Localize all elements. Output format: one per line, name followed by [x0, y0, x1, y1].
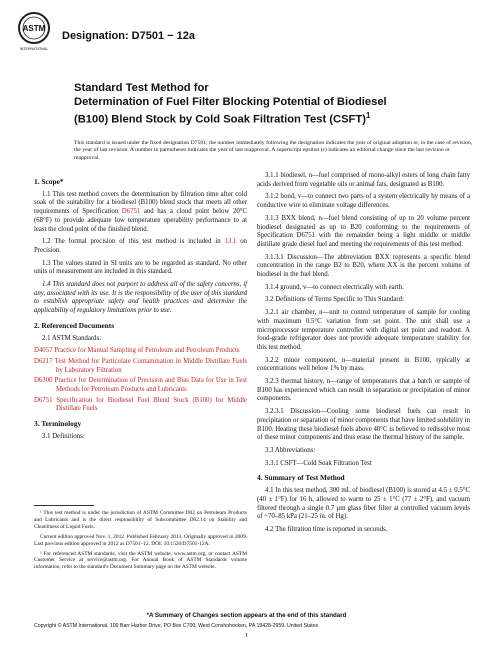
reference-item[interactable]: D6300 Practice for Determination of Precision and Bias Data for Use in Test Methods for Petroleum Products and Lubricants	[34, 377, 247, 394]
para-3-3-1: 3.3.1 CSFT—Cold Soak Filtration Test	[265, 459, 372, 467]
svg-text:INTERNATIONAL: INTERNATIONAL	[19, 47, 49, 51]
issuance-notice: This standard is issued under the fixed designation D7501; the number immediately following the designation indicates the year of original adoption or, in the case of revision, the year of last revision. A number in parentheses indicates the year of last reapproval. A superscript epsilon (ε) indicates an editorial change since the last revision or reapproval.	[74, 140, 473, 161]
para-3-3: 3.3 Abbreviations:	[265, 446, 316, 454]
para-3-2-2: 3.2.2 minor component, n—material present in B100, typically at concentrations well below 1% by mass.	[257, 356, 470, 373]
para-3-1-2: 3.1.2 bond, v—to connect two parts of a system electrically by means of a conductive wire to eliminate voltage differences.	[257, 193, 470, 210]
title-line-1: Standard Test Method for	[74, 82, 209, 94]
para-3-1-4: 3.1.4 ground, v—to connect electrically with earth.	[265, 283, 404, 291]
section-heading-summary: 4. Summary of Test Method	[257, 473, 345, 483]
designation: Designation: D7501 − 12a	[62, 30, 195, 42]
link-d6751[interactable]: D6751	[121, 208, 141, 216]
reference-item[interactable]: D6751 Specification for Biodiesel Fuel Blend Stock (B100) for Middle Distillate Fuels	[34, 396, 247, 413]
copyright-line: Copyright © ASTM International, 100 Barr Harbor Drive, PO Box C700, West Conshohocken, PA 19428-2959. United States	[34, 623, 319, 629]
summary-of-changes-note: *A Summary of Changes section appears at the end of this standard	[146, 612, 347, 619]
para-1-1: 1.1 This test method covers the determination by filtration time after cold soak of the suitability for a biodiesel (B100) blend stock that meets all other requirements of Specification D6751 and has a cloud point below 20°C (68°F) to provide adequate low temperature operability performance to at least the cloud point of the finished blend.	[34, 190, 247, 233]
section-heading-scope: 1. Scope*	[34, 177, 64, 186]
svg-text:ASTM: ASTM	[22, 24, 46, 33]
para-1-4: 1.4 This standard does not purport to address all of the safety concerns, if any, associated with its use. It is the responsibility of the user of this standard to establish appropriate safety and health practices and determine the applicability of regulatory limitations prior to use.	[34, 281, 247, 315]
para-3-1-3-1: 3.1.3.1 Discussion—The abbreviation BXX represents a specific blend concentration in the range B2 to B20, where XX is the percent volume of biodiesel in the fuel blend.	[257, 253, 470, 279]
para-1-2: 1.2 The formal precision of this test method is included in 13.1 on Precision.	[34, 238, 248, 254]
footnote-rule	[34, 505, 94, 506]
astm-logo	[14, 10, 54, 54]
reference-item[interactable]: D6217 Test Method for Particulate Contamination in Middle Distillate Fuels by Laboratory Filtration	[34, 357, 247, 374]
document-title	[74, 82, 474, 127]
para-2-1: 2.1 ASTM Standards:	[42, 334, 102, 342]
para-3-2-1: 3.2.1 air chamber, n—unit to control temperature of sample for cooling with maximum 0.5°C variation from set point. The unit shall use a microprocessor temperature controller with digital set point and readout. A food-grade refrigerator does not provide adequate temperature stability for this test method.	[257, 309, 470, 351]
para-4-1: 4.1 In this test method, 300 mL of biodiesel (B100) is stored at 4.5 ± 0.5°C (40 ± 1°F) for 16 h, allowed to warm to 25 ± 1°C (77 ± 2°F), and vacuum filtered through a single 0.7 µm glass fiber filter at controlled vacuum levels of ~70–85 kPa (21–25 in. of Hg).	[257, 487, 470, 521]
right-column	[257, 172, 470, 539]
para-1-3: 1.3 The values stated in SI units are to be regarded as standard. No other units of measurement are included in this standard.	[34, 259, 247, 276]
para-3-2-3: 3.2.3 thermal history, n—range of temperatures that a batch or sample of B100 has experienced which can result in separation or precipitation of minor components.	[257, 378, 470, 403]
left-column	[34, 172, 247, 446]
para-4-2: 4.2 The filtration time is reported in seconds.	[265, 525, 388, 533]
para-3-2-3-1: 3.2.3.1 Discussion—Cooling some biodiesel fuels can result in precipitation or separation of minor components that have limited solubility in B100. Heating these biodiesel fuels above 40°C is believed to redissolve most of these minor components and thus erase the thermal history of the sample.	[257, 408, 470, 442]
title-line-3: (B100) Blend Stock by Cold Soak Filtration Test (CSFT)$^1$	[74, 111, 371, 126]
section-heading-terminology: 3. Terminology	[34, 419, 82, 429]
para-3-1-1: 3.1.1 biodiesel, n—fuel comprised of mono-alkyl esters of long chain fatty acids derived from vegetable oils or animal fats, designated as B100.	[257, 172, 470, 188]
reference-item[interactable]: D4057 Practice for Manual Sampling of Petroleum and Petroleum Products	[34, 347, 240, 355]
footnote-2: ² For referenced ASTM standards, visit the ASTM website, www.astm.org, or contact ASTM Customer Service at service@astm.org. For Annual Book of ASTM Standards volume information, refer to the standard's Document Summary page on the ASTM website.	[34, 550, 247, 571]
para-3-1: 3.1 Definitions:	[42, 432, 85, 440]
section-heading-referenced: 2. Referenced Documents	[34, 320, 115, 330]
footnotes	[34, 510, 247, 574]
footnote-1: ¹ This test method is under the jurisdiction of ASTM Committee D02 on Petroleum Products and Lubricants and is the direct responsibility of Subcommittee D02.14 on Stability and Cleanliness of Liquid Fuels.	[34, 510, 247, 530]
para-3-2: 3.2 Definitions of Terms Specific to This Standard:	[265, 296, 404, 304]
link-13-1[interactable]: 13.1	[224, 238, 237, 246]
title-line-2: Determination of Fuel Filter Blocking Potential of Biodiesel	[74, 95, 387, 108]
para-3-1-3: 3.1.3 BXX blend, n—fuel blend consisting of up to 20 volume percent biodiesel designated as up to B20 conforming to the requirements of Specification D6751 with the remainder being a light middle or middle distillate grade diesel fuel and meeting the requirements of this test method.	[257, 214, 470, 248]
footnote-1b: Current edition approved Nov. 1, 2012. Published February 2013. Originally approved in 2009. Last previous edition approved in 2012 as D7501–12. DOI: 10.1520/D7501-12A.	[34, 533, 247, 547]
page-number: 1	[244, 632, 249, 639]
